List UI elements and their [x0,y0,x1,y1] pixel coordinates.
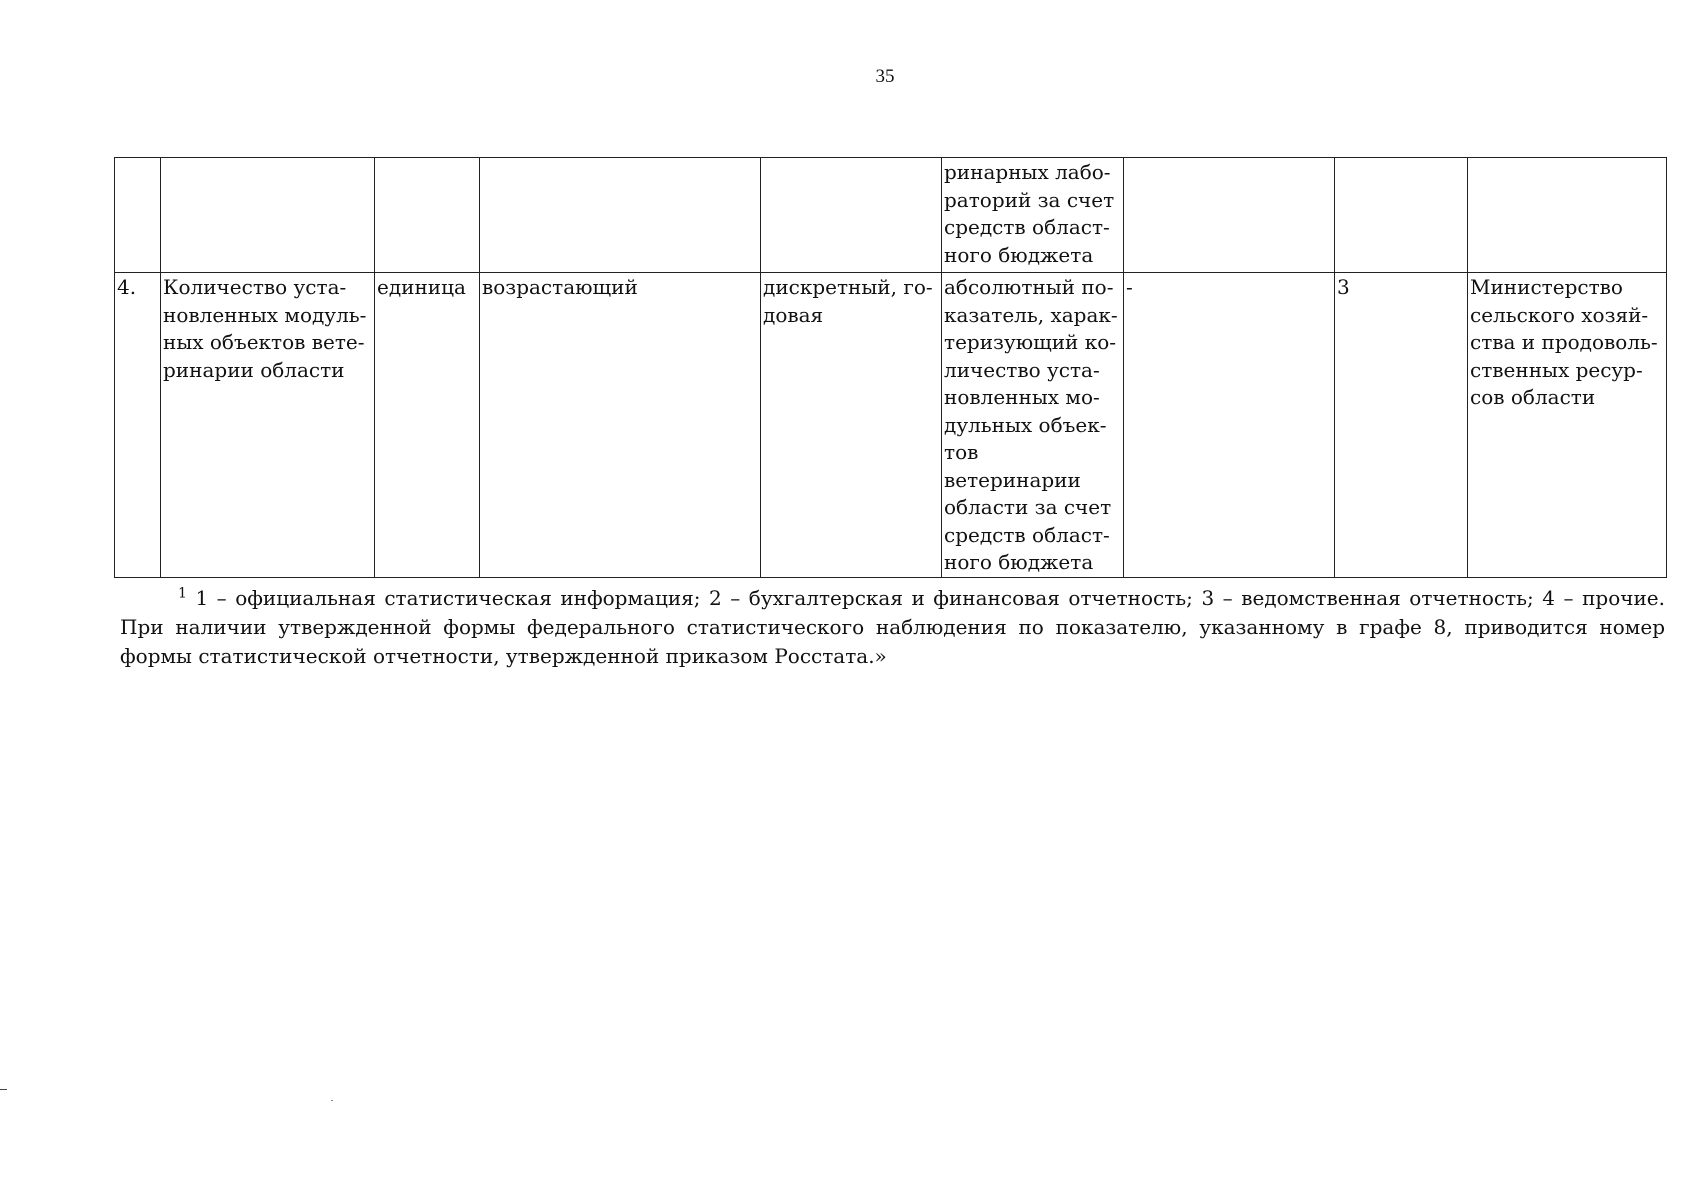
cell-type [761,158,942,273]
cell-responsible: Министерство сельского хозяй- ства и продоволь- ственных ресур- сов области [1468,273,1667,578]
page-number: 35 [875,66,895,87]
footnote [120,584,1665,671]
cell-method [1124,158,1335,273]
cell-source: 3 [1335,273,1468,578]
cell-dynamics: возрастающий [480,273,761,578]
cell-number [115,158,161,273]
cell-dynamics [480,158,761,273]
footnote-marker: 1 [178,585,187,602]
scan-artifact [331,1100,333,1101]
cell-unit: единица [375,273,480,578]
cell-unit [375,158,480,273]
table-row-4 [115,273,1667,578]
cell-source [1335,158,1468,273]
cell-definition: ринарных лабо- раторий за счет средств област- ного бюджета [942,158,1124,273]
cell-indicator: Количество уста- новленных модуль- ных объектов вете- ринарии области [161,273,375,578]
indicators-table [114,157,1667,578]
footnote-text: 1 – официальная статистическая информация; 2 – бухгалтерская и финансовая отчетность; 3 – ведомственная отчетность; 4 – прочие. При наличии утвержденной формы федерального статистического наблюдения по показателю, указанному в графе 8, приводится номер формы статистической отчетности, утвержденной приказом Росстата.» [120,586,1665,668]
scan-artifact [0,1089,7,1090]
cell-indicator [161,158,375,273]
cell-definition: абсолютный по- казатель, харак- теризующий ко- личество уста- новленных мо- дульных объек- тов ветеринарии области за счет средств област- ного бюджета [942,273,1124,578]
footnote-body [120,584,1665,671]
cell-method: - [1124,273,1335,578]
table-row-continuation [115,158,1667,273]
cell-number: 4. [115,273,161,578]
cell-type: дискретный, го- довая [761,273,942,578]
cell-responsible [1468,158,1667,273]
